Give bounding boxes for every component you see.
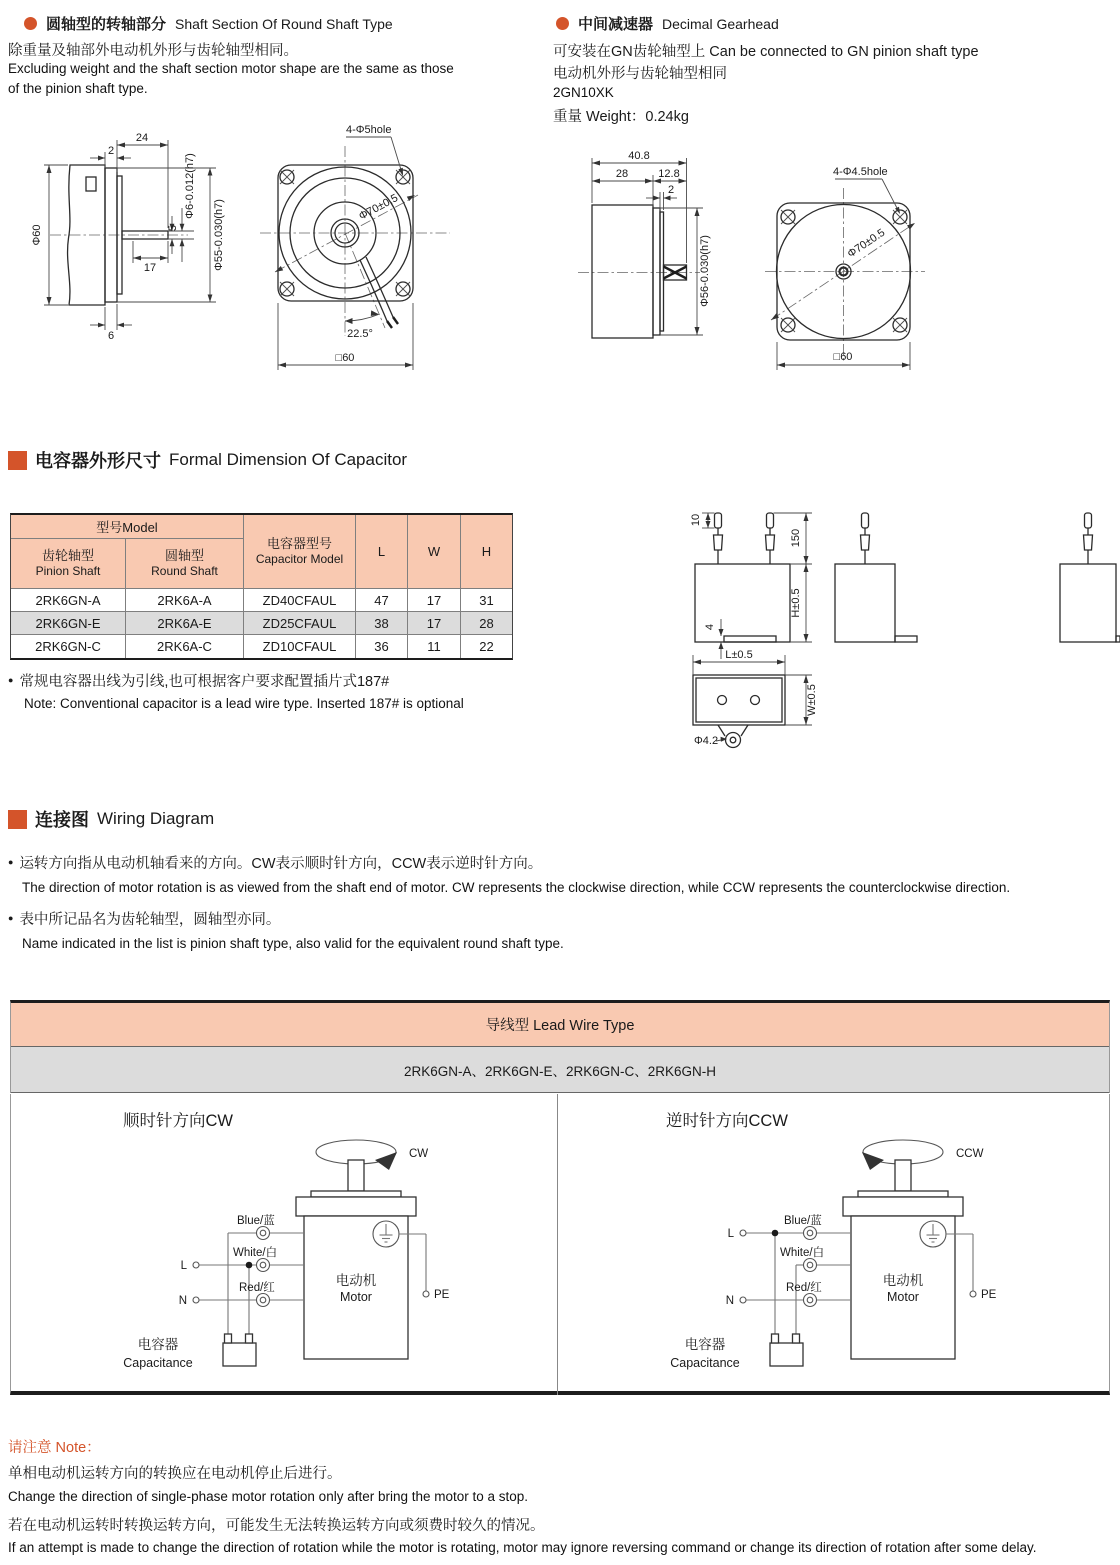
- dim-label: Φ55-0.030(h7): [213, 199, 225, 271]
- round-shaft-desc-zh: 除重量及轴部外电动机外形与齿轮轴型相同。: [8, 43, 298, 59]
- capacitor-note-zh: ● 常规电容器出线为引线,也可根据客户要求配置插片式187#: [8, 674, 390, 690]
- gearhead-front-view-drawing: [763, 148, 993, 383]
- dim-label: W±0.5: [806, 684, 818, 716]
- dim-label: 2: [667, 184, 675, 196]
- motor-outline: [843, 1160, 963, 1359]
- dim-label: 5: [167, 224, 179, 232]
- dim-label: 2: [107, 145, 115, 157]
- dim-label: Φ6-0.012(h7): [184, 153, 196, 219]
- bullet-icon: ●: [8, 913, 14, 923]
- wire-label-blue: Blue/蓝: [784, 1215, 822, 1227]
- dim-label: 4-Φ4.5hole: [833, 166, 888, 178]
- capacitor-note-en: Note: Conventional capacitor is a lead wire type. Inserted 187# is optional: [24, 696, 464, 711]
- lead-wire-type-table: [10, 1000, 1110, 1093]
- table-cell: 38: [356, 612, 408, 635]
- table-cell: 31: [461, 589, 512, 612]
- table-cell: 2RK6A-C: [126, 635, 244, 658]
- capacitor-drawings: [688, 493, 1120, 765]
- capacitor-front-view: [695, 513, 790, 642]
- motor-label-en: Motor: [887, 1290, 919, 1304]
- motor-label-zh: 电动机: [882, 1273, 924, 1288]
- terminal-n-label: N: [178, 1295, 187, 1307]
- terminal-l-label: L: [727, 1228, 734, 1240]
- note-line2-zh: 若在电动机运转时转换运转方向，可能发生无法转换运转方向或须费时较久的情况。: [8, 1518, 545, 1534]
- dim-label: 10: [690, 513, 702, 527]
- cw-wiring-diagram: [11, 1094, 557, 1394]
- capacitor-symbol: [770, 1334, 803, 1366]
- header-en: Capacitor Model: [255, 552, 344, 567]
- terminal-l-label: L: [180, 1260, 187, 1272]
- section-title-en: Shaft Section Of Round Shaft Type: [175, 15, 393, 32]
- table-cell: ZD10CFAUL: [244, 635, 356, 658]
- motor-outline: [296, 1160, 416, 1359]
- table-cell: ZD25CFAUL: [244, 612, 356, 635]
- table-cell: 2RK6GN-A: [11, 589, 126, 612]
- gearhead-line3: 2GN10XK: [553, 85, 614, 100]
- note-line1-zh: 单相电动机运转方向的转换应在电动机停止后进行。: [8, 1466, 342, 1482]
- capacitor-end-view: [1060, 513, 1120, 642]
- table-header-pinion: [11, 539, 126, 589]
- dim-label: 40.8: [628, 150, 650, 162]
- table-cell: 2RK6GN-C: [11, 635, 126, 658]
- dim-label: Φ60: [31, 224, 43, 246]
- capacitor-label-en: Capacitance: [123, 1356, 193, 1370]
- ccw-rotation-arrow: [862, 1152, 884, 1170]
- capacitor-dimension-table: [10, 513, 513, 660]
- gearhead-line2: 电动机外形与齿轮轴型相同: [553, 66, 727, 82]
- wire-label-blue: Blue/蓝: [237, 1215, 275, 1227]
- orange-square-icon: [8, 810, 27, 829]
- rotation-label: CW: [409, 1148, 429, 1160]
- cw-rotation-arrow: [375, 1152, 397, 1170]
- header-zh: 齿轮轴型: [41, 547, 94, 563]
- rotation-label: CCW: [956, 1148, 984, 1160]
- wire-label-red: Red/红: [239, 1282, 275, 1294]
- bullet-icon: ●: [8, 675, 14, 685]
- round-shaft-desc-en1: Excluding weight and the shaft section motor shape are the same as those: [8, 61, 454, 76]
- dimension-arrows: [771, 207, 915, 368]
- cw-panel-title: 顺时针方向CW: [123, 1112, 233, 1130]
- header-zh: 电容器型号: [266, 535, 332, 551]
- header-zh: 圆轴型: [164, 547, 204, 563]
- dim-label: 150: [790, 528, 802, 548]
- motor-label-zh: 电动机: [335, 1273, 377, 1288]
- table-cell: 28: [461, 612, 512, 635]
- capacitor-section-header: [8, 447, 407, 473]
- dim-label: 28: [615, 168, 629, 180]
- terminal-n-label: N: [725, 1295, 734, 1307]
- table-header-round: [126, 539, 244, 589]
- dim-label: □60: [335, 352, 355, 364]
- dim-label: L±0.5: [725, 649, 753, 661]
- pe-label: PE: [434, 1289, 450, 1301]
- ccw-panel-title: 逆时针方向CCW: [666, 1112, 788, 1130]
- table-cell: 22: [479, 639, 494, 654]
- table-header-l: L: [356, 515, 408, 589]
- section-title-en: Formal Dimension Of Capacitor: [169, 450, 408, 469]
- capacitor-label-zh: 电容器: [137, 1337, 179, 1352]
- wiring-bullet1-zh: ● 运转方向指从电动机轴看来的方向。CW表示顺时针方向，CCW表示逆时针方向。: [8, 856, 543, 872]
- note-title: 请注意 Note：: [8, 1440, 101, 1456]
- round-shaft-side-view-drawing: [20, 120, 260, 350]
- dim-label: 6: [107, 330, 115, 342]
- orange-dot-icon: [24, 17, 37, 30]
- header-en: Pinion Shaft: [35, 564, 101, 579]
- section-title-zh: 中间减速器: [578, 16, 654, 33]
- pe-label: PE: [981, 1289, 997, 1301]
- table-cell: ZD40CFAUL: [244, 589, 356, 612]
- gearhead-line1: 可安装在GN齿轮轴型上 Can be connected to GN pinion shaft type: [553, 44, 979, 60]
- round-shaft-front-view-drawing: [248, 118, 483, 380]
- dim-label: 4: [704, 623, 716, 631]
- motor-label-en: Motor: [340, 1290, 372, 1304]
- bullet-icon: ●: [8, 857, 14, 867]
- dim-label: Φ70±0.5: [357, 192, 401, 223]
- dim-label: H±0.5: [790, 588, 802, 618]
- dimension-lines: [278, 137, 413, 370]
- junction-dot: [772, 1230, 779, 1237]
- lead-wire-models: 2RK6GN-A、2RK6GN-E、2RK6GN-C、2RK6GN-H: [11, 1047, 1109, 1093]
- dim-label: 22.5°: [347, 328, 373, 340]
- note-line2-en: If an attempt is made to change the direction of rotation while the motor is rotating, motor may ignore reversing command or change its direction of rotation after some delay.: [8, 1540, 1037, 1555]
- gearhead-line4: 重量 Weight：0.24kg: [553, 109, 689, 125]
- table-cell: 2RK6A-A: [126, 589, 244, 612]
- wiring-bullet2-zh: ● 表中所记品名为齿轮轴型，圆轴型亦同。: [8, 912, 281, 928]
- section-title-en: Wiring Diagram: [97, 809, 215, 828]
- table-header-model: 型号Model: [11, 515, 244, 539]
- junction-dot: [246, 1262, 253, 1269]
- lead-wire-type-header: 导线型 Lead Wire Type: [11, 1003, 1109, 1047]
- capacitor-label-zh: 电容器: [684, 1337, 726, 1352]
- section-title-zh: 圆轴型的转轴部分: [46, 16, 167, 33]
- header-en: Round Shaft: [151, 564, 218, 579]
- table-header-capacitor-model: [244, 515, 356, 589]
- section-title-zh: 连接图: [35, 810, 89, 830]
- dim-label: 4-Φ5hole: [346, 124, 392, 136]
- wiring-diagram-panels: [10, 1094, 1110, 1395]
- wire-label-white: White/白: [233, 1247, 278, 1259]
- wiring-bullet1-en: The direction of motor rotation is as viewed from the shaft end of motor. CW represents the clockwise direction, while CCW represents the counterclockwise direction.: [22, 880, 1011, 895]
- dimension-arrows: [592, 161, 700, 336]
- gearhead-section-header: [556, 13, 779, 34]
- wiring-bullet2-en: Name indicated in the list is pinion shaft type, also valid for the equivalent round shaft type.: [22, 936, 564, 951]
- wire-label-white: White/白: [780, 1247, 825, 1259]
- section-title-zh: 电容器外形尺寸: [35, 451, 161, 471]
- wires: [360, 257, 398, 328]
- table-cell: 36: [356, 635, 408, 658]
- table-cell: 11: [408, 635, 461, 658]
- gearhead-side-view-drawing: [558, 138, 773, 363]
- dim-label: Φ4.2: [694, 735, 719, 747]
- round-shaft-section-header: [24, 13, 393, 34]
- table-cell: 17: [408, 612, 461, 635]
- table-cell: 17: [408, 589, 461, 612]
- orange-square-icon: [8, 451, 27, 470]
- orange-dot-icon: [556, 17, 569, 30]
- table-header-w: W: [408, 515, 461, 589]
- table-header-h: H: [461, 515, 512, 589]
- dimension-lines: [592, 158, 703, 335]
- wiring-section-header: [8, 806, 214, 832]
- capacitor-symbol: [223, 1334, 256, 1366]
- ccw-wiring-diagram: [558, 1094, 1111, 1394]
- dim-label: □60: [833, 351, 853, 363]
- table-cell: 47: [356, 589, 408, 612]
- wire-label-red: Red/红: [786, 1282, 822, 1294]
- dim-label: Φ70±0.5: [845, 226, 888, 261]
- table-cell: 2RK6A-E: [126, 612, 244, 635]
- note-line1-en: Change the direction of single-phase motor rotation only after bring the motor to a stop.: [8, 1489, 529, 1504]
- dim-label: Φ56-0.030(h7): [699, 235, 711, 307]
- dim-label: 24: [135, 132, 149, 144]
- section-title-en: Decimal Gearhead: [662, 15, 779, 32]
- dim-label: 17: [143, 262, 157, 274]
- capacitor-side-view: [835, 513, 917, 642]
- table-cell: 2RK6GN-E: [11, 612, 126, 635]
- capacitor-label-en: Capacitance: [670, 1356, 740, 1370]
- dim-label: 12.8: [658, 168, 680, 180]
- round-shaft-desc-en2: of the pinion shaft type.: [8, 81, 148, 96]
